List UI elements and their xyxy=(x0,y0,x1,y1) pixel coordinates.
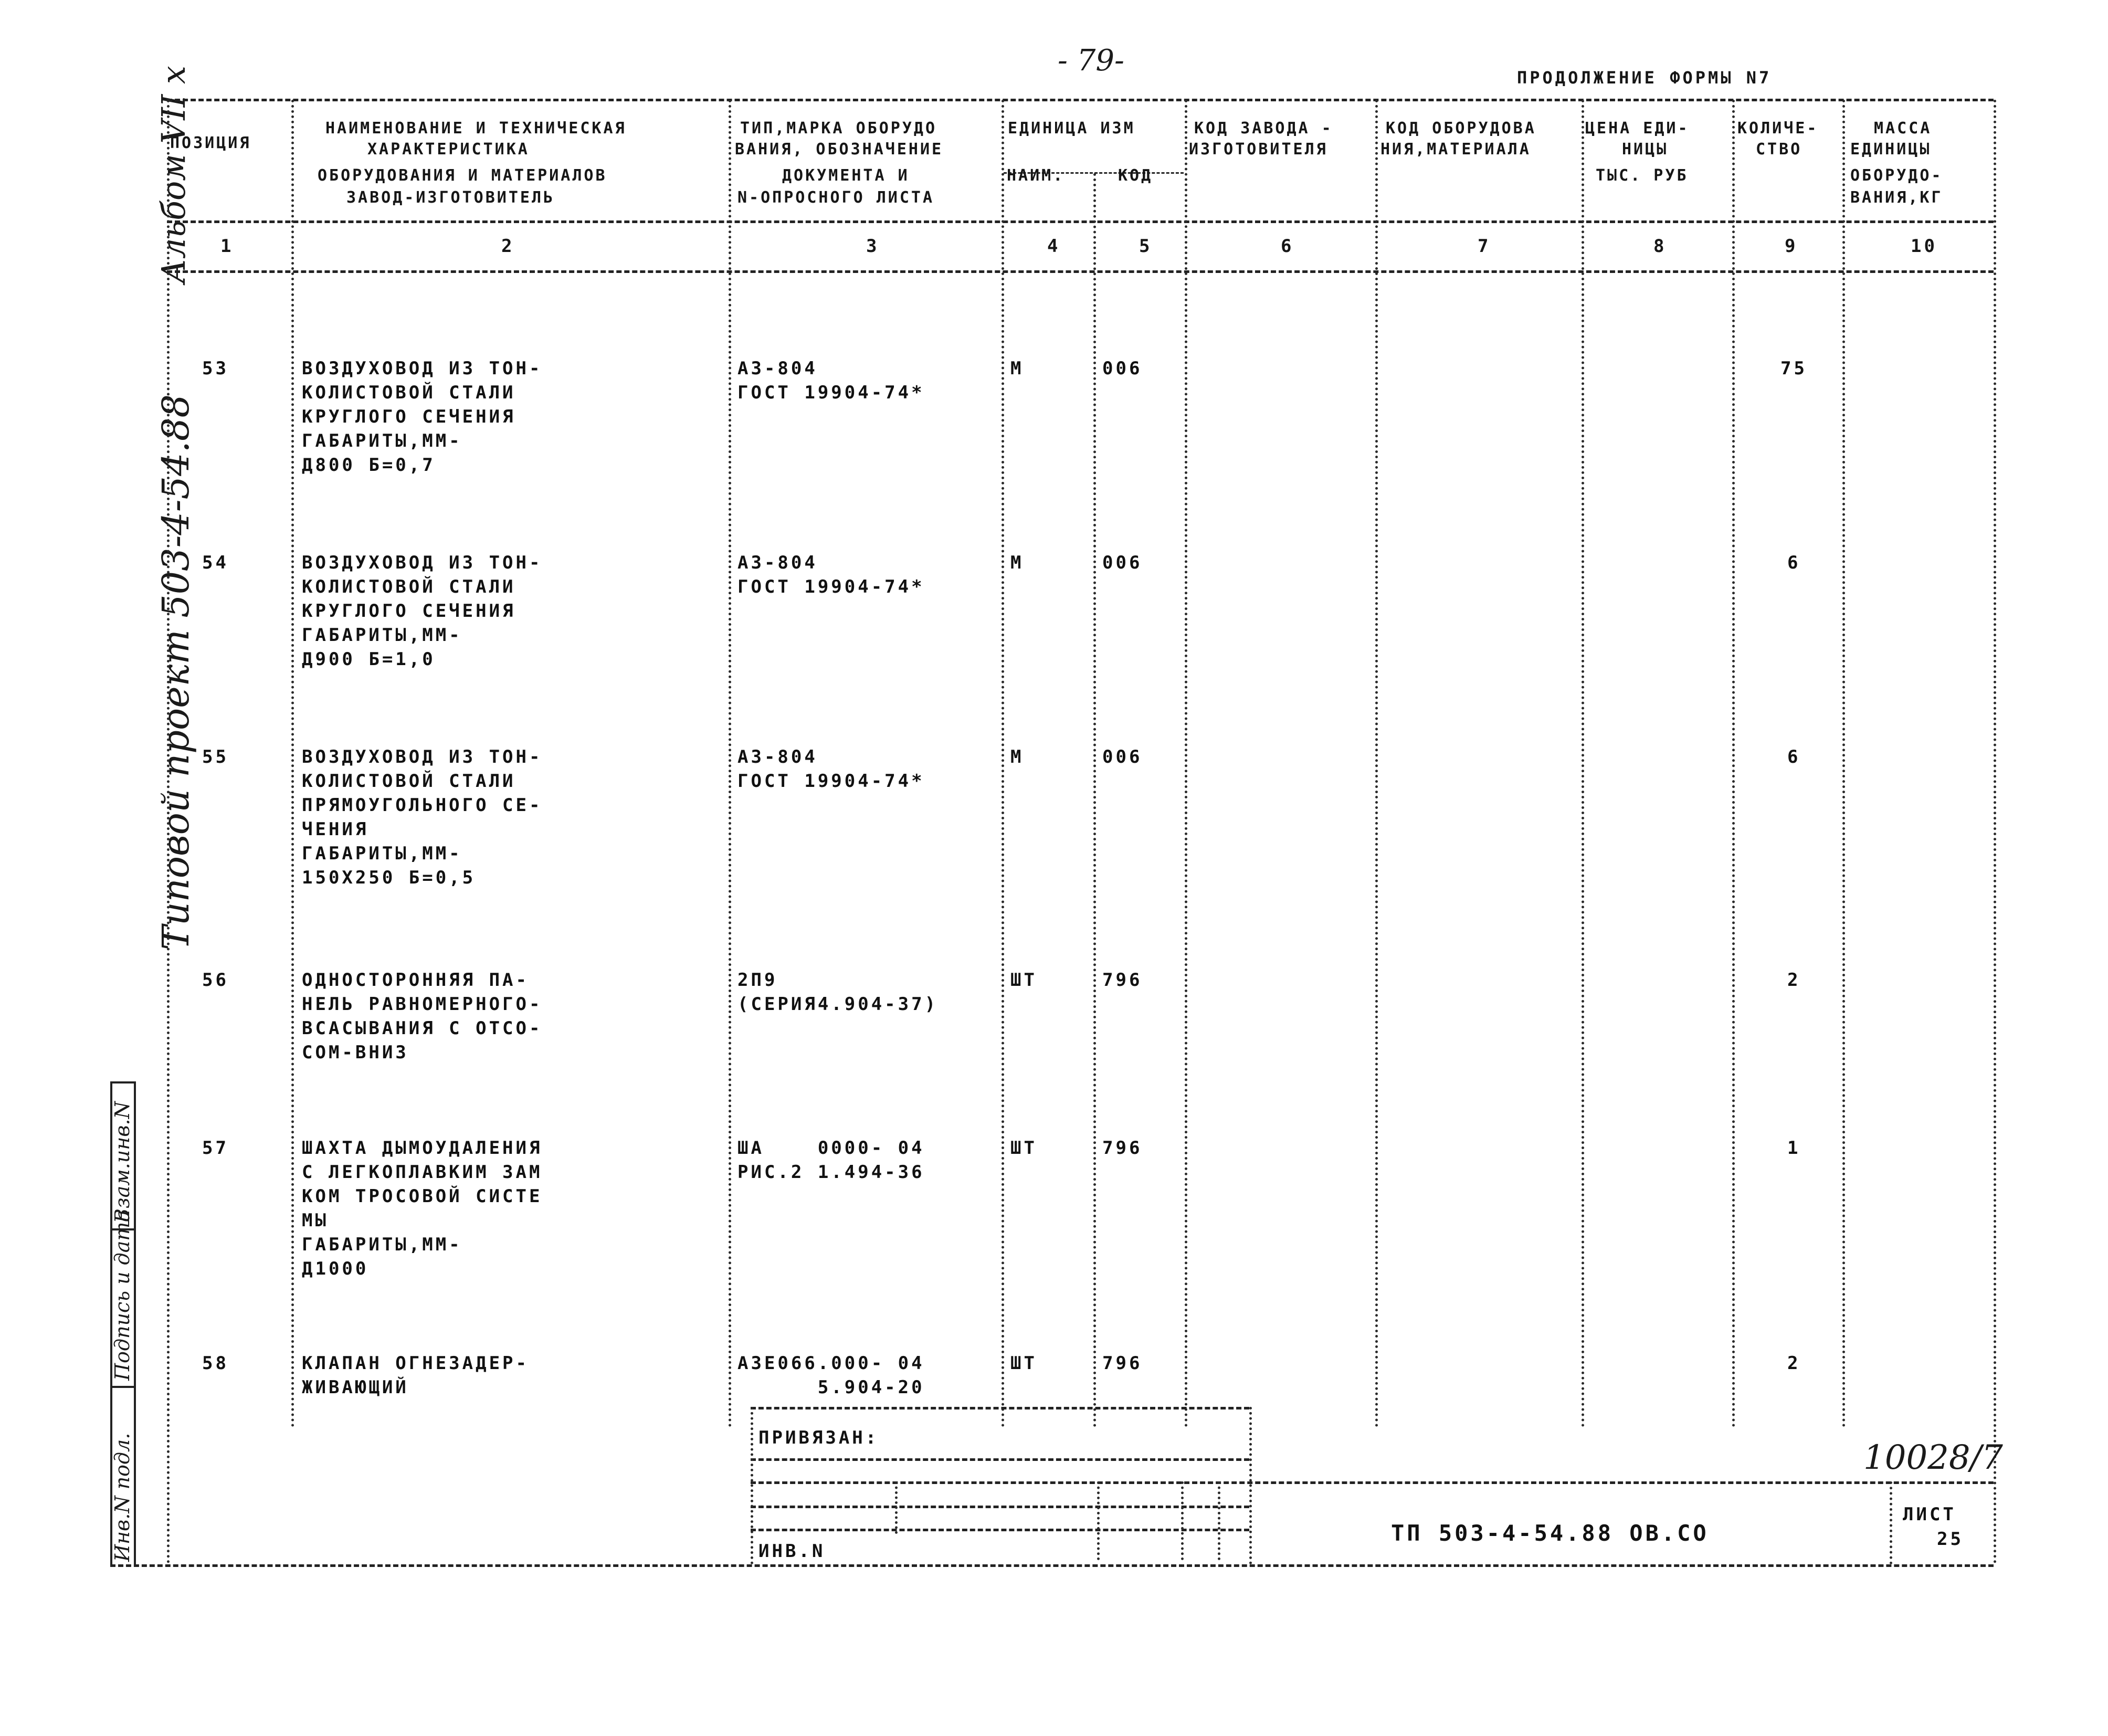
header-mass-2: ЕДИНИЦЫ xyxy=(1850,140,1932,159)
row-position: 57 xyxy=(202,1138,229,1159)
row-type-line: РИС.2 1.494-36 xyxy=(737,1162,925,1183)
row-position: 54 xyxy=(202,552,229,573)
col-number: 5 xyxy=(1139,236,1153,257)
header-unit: ЕДИНИЦА ИЗМ xyxy=(1008,119,1135,138)
stamp-signature-date: Подпись и дата xyxy=(111,1209,134,1381)
stamp-replace-inv: Взам.инв.N xyxy=(111,1101,134,1223)
row-unit: М xyxy=(1010,552,1024,573)
row-quantity: 1 xyxy=(1787,1138,1801,1159)
order-number: 10028/7 xyxy=(1863,1438,2003,1477)
side-project-label: Типовой проект 503-4-54.88 xyxy=(154,394,197,950)
col-number: 3 xyxy=(866,236,880,257)
row-type-line: АЗ-804 xyxy=(737,746,818,767)
row-unit-code: 796 xyxy=(1102,970,1143,991)
document-code: ТП 503-4-54.88 ОВ.СО xyxy=(1391,1520,1709,1546)
row-unit: ШТ xyxy=(1010,1138,1037,1159)
row-unit-code: 796 xyxy=(1102,1138,1143,1159)
header-type-4: N-ОПРОСНОГО ЛИСТА xyxy=(737,188,935,207)
header-unit-name: НАИМ. xyxy=(1007,166,1065,185)
row-quantity: 2 xyxy=(1787,1353,1801,1374)
row-name-line: ЖИВАЮЩИЙ xyxy=(302,1377,409,1398)
row-quantity: 2 xyxy=(1787,970,1801,991)
rule-numbers-bottom xyxy=(167,270,1994,273)
header-equip-code-2: НИЯ,МАТЕРИАЛА xyxy=(1380,140,1531,159)
col-number: 7 xyxy=(1478,236,1491,257)
row-name-line: КОЛИСТОВОЙ СТАЛИ xyxy=(302,382,516,403)
row-name-line: ВОЗДУХОВОД ИЗ ТОН- xyxy=(302,358,543,379)
row-name-line: МЫ xyxy=(302,1210,329,1231)
row-position: 56 xyxy=(202,970,229,991)
row-name-line: ВОЗДУХОВОД ИЗ ТОН- xyxy=(302,552,543,573)
row-name-line: ГАБАРИТЫ,ММ- xyxy=(302,1234,462,1255)
row-name-line: ШАХТА ДЫМОУДАЛЕНИЯ xyxy=(302,1138,543,1159)
rule-header-bottom xyxy=(167,220,1994,223)
row-name-line: КЛАПАН ОГНЕЗАДЕР- xyxy=(302,1353,529,1374)
col-number: 8 xyxy=(1653,236,1667,257)
header-equip-code-1: КОД ОБОРУДОВА xyxy=(1386,119,1536,138)
rule-bottom xyxy=(110,1564,1994,1567)
header-type-1: ТИП,МАРКА ОБОРУДО xyxy=(740,119,937,138)
row-name-line: ПРЯМОУГОЛЬНОГО СЕ- xyxy=(302,795,543,816)
row-quantity: 6 xyxy=(1787,552,1801,573)
row-position: 53 xyxy=(202,358,229,379)
page-number: - 79- xyxy=(1058,44,1124,78)
row-type-line: 5.904-20 xyxy=(737,1377,925,1398)
header-price-1: ЦЕНА ЕДИ- xyxy=(1585,119,1690,138)
row-name-line: КОЛИСТОВОЙ СТАЛИ xyxy=(302,576,516,597)
row-name-line: С ЛЕГКОПЛАВКИМ ЗАМ xyxy=(302,1162,543,1183)
row-type-line: АЗ-804 xyxy=(737,552,818,573)
row-unit-code: 006 xyxy=(1102,552,1143,573)
col-number: 1 xyxy=(220,236,234,257)
row-type-line: АЗЕ066.000- 04 xyxy=(737,1353,925,1374)
row-quantity: 6 xyxy=(1787,746,1801,767)
row-unit: ШТ xyxy=(1010,970,1037,991)
row-name-line: ОДНОСТОРОННЯЯ ПА- xyxy=(302,970,529,991)
row-type-line: ГОСТ 19904-74* xyxy=(737,576,925,597)
row-name-line: ГАБАРИТЫ,ММ- xyxy=(302,430,462,451)
row-name-line: КРУГЛОГО СЕЧЕНИЯ xyxy=(302,406,516,427)
row-type-line: (СЕРИЯ4.904-37) xyxy=(737,994,939,1015)
row-type-line: 2П9 xyxy=(737,970,778,991)
row-name-line: ВСАСЫВАНИЯ С ОТСО- xyxy=(302,1018,543,1039)
header-type-2: ВАНИЯ, ОБОЗНАЧЕНИЕ xyxy=(735,140,944,159)
row-name-line: КОМ ТРОСОВОЙ СИСТЕ xyxy=(302,1186,543,1207)
header-plant-code-1: КОД ЗАВОДА - xyxy=(1194,119,1333,138)
row-type-line: ША 0000- 04 xyxy=(737,1138,925,1159)
header-name-3: ОБОРУДОВАНИЯ И МАТЕРИАЛОВ xyxy=(318,166,607,185)
header-name-1: НАИМЕНОВАНИЕ И ТЕХНИЧЕСКАЯ xyxy=(325,119,627,138)
row-name-line: Д800 Б=0,7 xyxy=(302,455,436,476)
row-name-line: Д900 Б=1,0 xyxy=(302,649,436,670)
header-price-3: ТЫС. РУБ xyxy=(1596,166,1689,185)
header-qty-2: СТВО xyxy=(1756,140,1803,159)
row-type-line: АЗ-804 xyxy=(737,358,818,379)
row-unit-code: 006 xyxy=(1102,358,1143,379)
row-unit: ШТ xyxy=(1010,1353,1037,1374)
header-mass-4: ВАНИЯ,КГ xyxy=(1850,188,1943,207)
row-name-line: НЕЛЬ РАВНОМЕРНОГО- xyxy=(302,994,543,1015)
sheet-number: 25 xyxy=(1937,1529,1964,1550)
row-name-line: ГАБАРИТЫ,ММ- xyxy=(302,843,462,864)
row-unit: М xyxy=(1010,746,1024,767)
col-number: 2 xyxy=(501,236,515,257)
row-unit: М xyxy=(1010,358,1024,379)
row-name-line: Д1000 xyxy=(302,1258,369,1279)
row-position: 58 xyxy=(202,1353,229,1374)
header-name-2: ХАРАКТЕРИСТИКА xyxy=(367,140,530,159)
row-unit-code: 006 xyxy=(1102,746,1143,767)
row-quantity: 75 xyxy=(1780,358,1807,379)
row-name-line: КРУГЛОГО СЕЧЕНИЯ xyxy=(302,601,516,622)
rule-top xyxy=(167,99,1994,101)
row-type-line: ГОСТ 19904-74* xyxy=(737,382,925,403)
sheet-label: ЛИСТ xyxy=(1903,1504,1956,1525)
header-type-3: ДОКУМЕНТА И xyxy=(782,166,910,185)
row-name-line: 150Х250 Б=0,5 xyxy=(302,867,476,888)
row-name-line: ВОЗДУХОВОД ИЗ ТОН- xyxy=(302,746,543,767)
row-unit-code: 796 xyxy=(1102,1353,1143,1374)
stamp-inv-original: Инв.N подл. xyxy=(111,1433,134,1562)
col-number: 9 xyxy=(1785,236,1798,257)
side-album-label: Альбом VII х xyxy=(154,66,193,283)
col-number: 4 xyxy=(1047,236,1061,257)
inventory-label: ИНВ.N xyxy=(758,1541,826,1562)
col-number: 10 xyxy=(1911,236,1937,257)
header-unit-code: КОД xyxy=(1118,166,1153,185)
header-qty-1: КОЛИЧЕ- xyxy=(1737,119,1819,138)
row-name-line: ГАБАРИТЫ,ММ- xyxy=(302,625,462,646)
row-name-line: ЧЕНИЯ xyxy=(302,819,369,840)
header-name-4: ЗАВОД-ИЗГОТОВИТЕЛЬ xyxy=(346,188,555,207)
header-mass-1: МАССА xyxy=(1874,119,1932,138)
row-name-line: КОЛИСТОВОЙ СТАЛИ xyxy=(302,771,516,792)
header-plant-code-2: ИЗГОТОВИТЕЛЯ xyxy=(1189,140,1328,159)
row-type-line: ГОСТ 19904-74* xyxy=(737,771,925,792)
header-position: ПОЗИЦИЯ xyxy=(170,134,251,152)
header-price-2: НИЦЫ xyxy=(1622,140,1669,159)
row-name-line: СОМ-ВНИЗ xyxy=(302,1042,409,1063)
header-mass-3: ОБОРУДО- xyxy=(1850,166,1943,185)
linked-label: ПРИВЯЗАН: xyxy=(758,1427,879,1448)
col-number: 6 xyxy=(1281,236,1294,257)
row-position: 55 xyxy=(202,746,229,767)
continuation-note: ПРОДОЛЖЕНИЕ ФОРМЫ N7 xyxy=(1517,68,1772,88)
